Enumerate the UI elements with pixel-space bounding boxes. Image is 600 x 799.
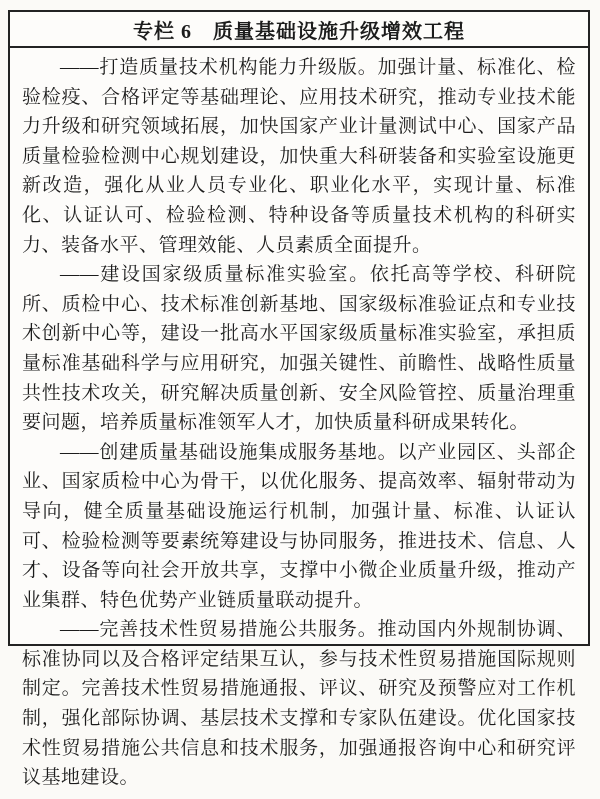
- column-body: [10, 48, 588, 799]
- body-paragraph: ——完善技术性贸易措施公共服务。推动国内外规制协调、标准协同以及合格评定结果互认，参与技术性贸易措施国际规则制定。完善技术性贸易措施通报、评议、研究及预警应对工作机制，强化部际协调、基层技术支撑和专家队伍建设。优化国家技术性贸易措施公共信息和技术服务，加强通报咨询中心和研究评议基地建设。: [22, 619, 576, 789]
- body-paragraph: ——创建质量基础设施集成服务基地。以产业园区、头部企业、国家质检中心为骨干，以优化服务、提高效率、辐射带动为导向，健全质量基础设施运行机制，加强计量、标准、认证认可、检验检测等要素统筹建设与协同服务，推进技术、信息、人才、设备等向社会开放共享，支撑中小微企业质量升级，推动产业集群、特色优势产业链质量联动提升。: [22, 441, 576, 611]
- body-paragraph: ——打造质量技术机构能力升级版。加强计量、标准化、检验检疫、合格评定等基础理论、应用技术研究，推动专业技术能力升级和研究领域拓展，加快国家产业计量测试中心、国家产品质量检验检测中心规划建设，加快重大科研装备和实验室设施更新改造，强化从业人员专业化、职业化水平，实现计量、标准化、认证认可、检验检测、特种设备等质量技术机构的科研实力、装备水平、管理效能、人员素质全面提升。: [22, 57, 576, 256]
- column-title: 专栏 6 质量基础设施升级增效工程: [133, 20, 465, 43]
- column-title-bar: [10, 12, 588, 48]
- body-paragraph: ——建设国家级质量标准实验室。依托高等学校、科研院所、质检中心、技术标准创新基地、国家级标准验证点和专业技术创新中心等，建设一批高水平国家级质量标准实验室，承担质量标准基础科学与应用研究，加强关键性、前瞻性、战略性质量共性技术攻关，研究解决质量创新、安全风险管控、质量治理重要问题，培养质量标准领军人才，加快质量科研成果转化。: [22, 264, 576, 434]
- column-box: [8, 10, 590, 789]
